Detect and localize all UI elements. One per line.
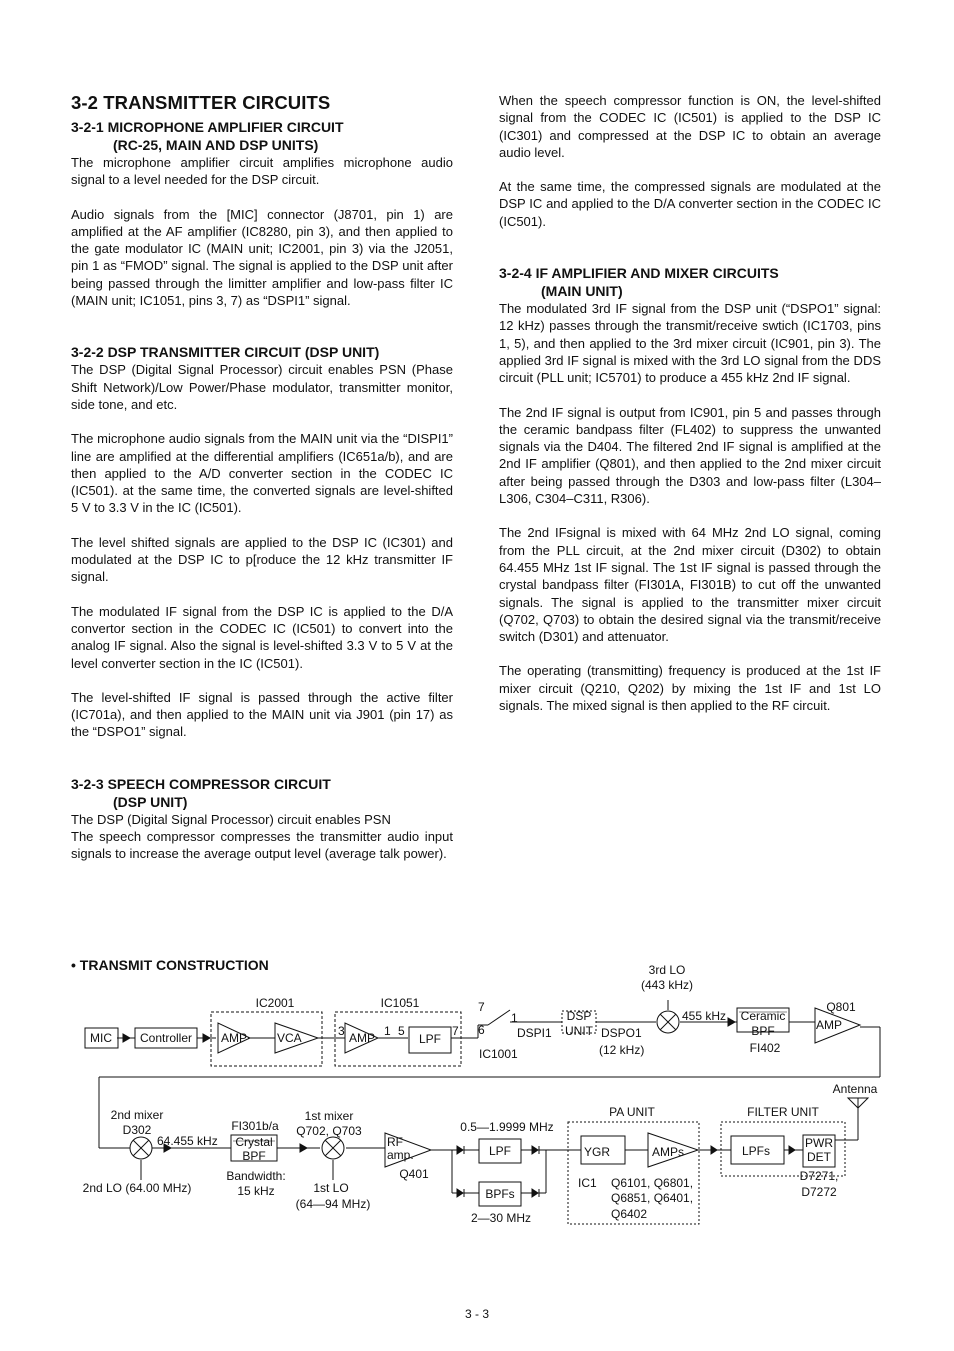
paragraph: The modulated IF signal from the DSP IC is applied to the D/A convertor section in the CODEC IC (IC501) to convert into the analog IF signal. Also the signal is level-shifted 3.3 V to 5 V at the level converter section in the IC (IC501). <box>71 603 453 671</box>
bandwidth-value: 15 kHz <box>237 1184 275 1198</box>
heading-line-1: 3-2-2 DSP TRANSMITTER CIRCUIT (DSP UNIT) <box>71 344 380 361</box>
subsection-heading-3-2-1 <box>71 118 453 154</box>
dsp-unit-label: DSP <box>566 1009 592 1023</box>
heading-line-2: (DSP UNIT) <box>113 793 188 810</box>
paragraph: The 2nd IF signal is output from IC901, pin 5 and passes through the ceramic bandpass filter (FL402) to suppress the unwanted signals via the D404. The filtered 2nd IF signal is amplified at the 2nd IF amplifier (Q801), and then applied to the 2nd mixer circuit after being passed through the D303 and low-pass filter (L304–L306, C304–C311, R306). <box>499 404 881 507</box>
paragraph: The microphone amplifier circuit amplifies microphone audio signal to a level needed for the DSP circuit. <box>71 155 453 188</box>
range-high-label: 0.5—1.9999 MHz <box>460 1120 554 1134</box>
paragraph: The operating (transmitting) frequency is produced at the 1st IF mixer circuit (Q210, Q202) by mixing the 1st IF and 1st LO signals. The mixed signal is then applied to the RF circuit. <box>499 663 881 714</box>
heading-line-2: (RC-25, MAIN AND DSP UNITS) <box>113 137 319 153</box>
q-list-label: Q6101, Q6801, <box>611 1176 694 1190</box>
paragraph: The modulated 3rd IF signal from the DSP unit (“DSPO1” signal: 12 kHz) passes through the transmit/receive swtich (IC1703, pins 1, 5), and then applied to the 3rd mixer circuit (IC901, pin 3). The applied 3rd IF signal is mixed with the 3rd LO signal from the DDS circuit (PLL unit; IC5701) to produce a 455 kHz 2nd IF signal. <box>499 301 881 386</box>
rf-amp-label: amp. <box>387 1148 414 1162</box>
pwr-label: PWR <box>805 1136 833 1150</box>
bpf-label: BPF <box>242 1149 266 1163</box>
mixer1-ref-label: Q702, Q703 <box>296 1124 362 1138</box>
controller-label: Controller <box>139 1031 193 1045</box>
dspo1-freq-label: (12 kHz) <box>599 1043 645 1057</box>
lpf-label: LPF <box>488 1144 512 1158</box>
q401-label: Q401 <box>399 1167 429 1181</box>
right-column <box>499 92 881 714</box>
lpfs-label: LPFs <box>741 1144 771 1158</box>
heading-line-1: 3-2-3 SPEECH COMPRESSOR CIRCUIT <box>71 775 331 792</box>
mic-label: MIC <box>90 1031 112 1045</box>
pa-unit-label: PA UNIT <box>609 1105 655 1119</box>
fi301-label: FI301b/a <box>231 1119 279 1133</box>
amp-label: AMP <box>221 1031 248 1045</box>
q801-label: Q801 <box>826 1000 856 1014</box>
q-list-label: Q6851, Q6401, <box>611 1191 694 1205</box>
page-number: 3 - 3 <box>464 1307 489 1321</box>
rf-amp-label: RF <box>387 1135 403 1149</box>
lo1-label: 1st LO <box>313 1181 349 1195</box>
crystal-label: Crystal <box>235 1135 273 1149</box>
vca-label: VCA <box>277 1031 302 1045</box>
diode-label: D7271, <box>799 1169 839 1183</box>
paragraph: The level shifted signals are applied to the DSP IC (IC301) and modulated at the DSP IC to p[roduce the 12 kHz transmitter IF signal. <box>71 534 453 585</box>
if64-label: 64.455 kHz <box>157 1134 218 1148</box>
paragraph: The microphone audio signals from the MAIN unit via the “DISPI1” line are amplified at the differential amplifiers (IC651a/b), and are then applied to the A/D converter section in the CODEC IC (IC501). at the same time, the converted signals are level-shifted 5 V to 3.3 V in the IC (IC501). <box>71 431 453 516</box>
lo3-freq-label: (443 kHz) <box>640 978 694 992</box>
amps-label: AMPs <box>651 1145 685 1159</box>
transmit-block-diagram <box>0 955 954 1245</box>
bpfs-label: BPFs <box>485 1187 515 1201</box>
fi402-label: FI402 <box>749 1041 781 1055</box>
paragraph: When the speech compressor function is ON, the level-shifted signal from the CODEC IC (IC501) is applied to the DSP IC (IC301) and compressed at the DSP IC to obtain an average audio level. <box>499 93 881 160</box>
subsection-heading-3-2-3 <box>71 775 453 811</box>
subsection-heading-3-2-2 <box>71 343 453 361</box>
paragraph: At the same time, the compressed signals are modulated at the DSP IC and applied to the D/A converter section in the CODEC IC (IC501). <box>499 179 881 229</box>
pin-label: 7 <box>478 1000 485 1014</box>
paragraph: The 2nd IFsignal is mixed with 64 MHz 2nd LO signal, coming from the PLL circuit, at the 2nd mixer circuit (D302) to obtain 64.455 MHz 1st IF signal. The 1st IF signal is passed through the crystal bandpass filter (FI301A, FI301B) to cut off the unwanted signals. The signal is applied to the transmitter mixer circuit (Q702, Q703) to obtain the desired signal via the transmit/receive switch (D301) and attenuator. <box>499 525 881 645</box>
ic1001-label: IC1001 <box>479 1047 518 1061</box>
dspo1-label: DSPO1 <box>601 1026 642 1040</box>
dspi1-label: DSPI1 <box>517 1026 552 1040</box>
paragraph: The level-shifted IF signal is passed through the active filter (IC701a), and then applied to the MAIN unit via J901 (pin 17) as the “DSPO1” signal. <box>71 689 453 740</box>
paragraph: The DSP (Digital Signal Processor) circuit enables PSN (Phase Shift Network)/Low Power/Phase modulator, transmitter monitor, side tone, and etc. <box>71 362 453 412</box>
ic1-label: IC1 <box>578 1176 597 1190</box>
filter-unit-label: FILTER UNIT <box>747 1105 819 1119</box>
paragraph: The speech compressor compresses the transmitter audio input signals to increase the average output level (average talk power). <box>71 829 453 862</box>
heading-line-2: (MAIN UNIT) <box>541 283 623 300</box>
subsection-heading-3-2-4 <box>499 264 881 300</box>
ygr-label: YGR <box>583 1145 611 1159</box>
paragraph: The DSP (Digital Signal Processor) circuit enables PSN <box>71 811 391 827</box>
left-column <box>71 92 453 863</box>
section-title: 3-2 TRANSMITTER CIRCUITS <box>71 92 331 113</box>
pin-label: 1 <box>384 1024 391 1038</box>
q-list-label: Q6402 <box>611 1207 648 1221</box>
pin-label: 1 <box>511 1011 518 1025</box>
heading-line-1: 3-2-4 IF AMPLIFIER AND MIXER CIRCUITS <box>499 265 779 282</box>
ic2001-label: IC2001 <box>255 996 295 1010</box>
amp-label: AMP <box>349 1031 376 1045</box>
pin-label: 7 <box>452 1024 459 1038</box>
det-label: DET <box>807 1150 831 1164</box>
range-low-label: 2—30 MHz <box>470 1211 532 1225</box>
bandwidth-label: Bandwidth: <box>226 1169 286 1183</box>
pin-label: 5 <box>398 1024 405 1038</box>
amp-label: AMP <box>816 1018 843 1032</box>
lo1-range-label: (64—94 MHz) <box>295 1197 371 1211</box>
pin-label: 6 <box>478 1023 485 1037</box>
antenna-label: Antenna <box>832 1082 878 1096</box>
ic1051-label: IC1051 <box>380 996 420 1010</box>
lpf-label: LPF <box>418 1032 442 1046</box>
mixer1-label: 1st mixer <box>304 1109 354 1123</box>
ceramic-label: Ceramic <box>740 1009 786 1023</box>
diagram-title: • TRANSMIT CONSTRUCTION <box>71 957 269 973</box>
bpf-label: BPF <box>751 1024 775 1038</box>
if455-label: 455 kHz <box>682 1009 727 1023</box>
lo2-label: 2nd LO (64.00 MHz) <box>82 1181 192 1195</box>
pin-label: 3 <box>338 1024 345 1038</box>
heading-line-1: 3-2-1 MICROPHONE AMPLIFIER CIRCUIT <box>71 119 344 135</box>
mixer2-ref-label: D302 <box>122 1123 152 1137</box>
dsp-unit-label: UNIT <box>565 1024 593 1038</box>
diode-label: D7272 <box>801 1185 837 1199</box>
lo3-label: 3rd LO <box>648 963 686 977</box>
mixer2-label: 2nd mixer <box>110 1108 164 1122</box>
paragraph: Audio signals from the [MIC] connector (J8701, pin 1) are amplified at the AF amplifier (IC8280, pin 3), and then applied to the gate modulator IC (MAIN unit; IC2001, pin 3) via the J2051, pin 1 as “FMOD” signal. The signal is applied to the DSP unit after being passed through the limitter amplifier and low-pass filter IC (MAIN unit; IC1051, pins 3, 7) as “DSPI1” signal. <box>71 206 453 309</box>
